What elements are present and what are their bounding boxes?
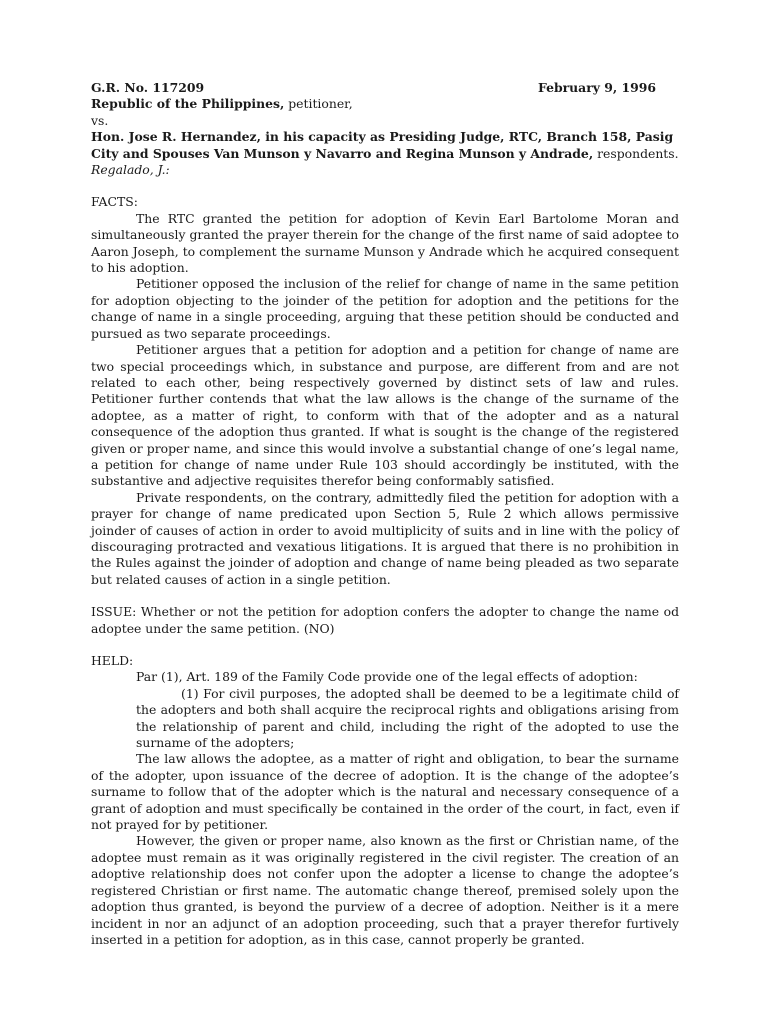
facts-paragraph: Private respondents, on the contrary, admittedly filed the petition for adoption with a prayer for change of name predicated upon Section 5, Rule 2 which allows permissive joinder of causes of action in order to avoid multiplicity of suits and in line with the policy of discouraging protracted and vexatious litigations. It is argued that there is no prohibition in the Rules against the joinder of adoption and change of name being pleaded as two separate but related causes of action in a single petition. bbox=[91, 489, 679, 587]
petitioner-role: petitioner, bbox=[284, 96, 353, 112]
facts-paragraph: The RTC granted the petition for adoption of Kevin Earl Bartolome Moran and simultaneously granted the prayer therein for the change of the first name of said adoptee to Aaron Joseph, to complement the surname Munson y Andrade which he acquired consequent to his adoption. bbox=[91, 210, 679, 276]
held-heading: HELD: bbox=[91, 653, 134, 668]
issue-statement: ISSUE: Whether or not the petition for adoption confers the adopter to change the name od adoptee under the same petition. (NO) bbox=[91, 604, 679, 636]
petitioner-name: Republic of the Philippines, bbox=[91, 96, 285, 112]
versus: vs. bbox=[91, 112, 109, 128]
petitioner-line bbox=[91, 96, 679, 112]
facts-heading: FACTS: bbox=[91, 194, 138, 210]
held-intro: Par (1), Art. 189 of the Family Code provide one of the legal effects of adoption: bbox=[136, 669, 638, 685]
gr-number: G.R. No. 117209 bbox=[91, 80, 205, 95]
held-paragraph: However, the given or proper name, also known as the first or Christian name, of the adoptee must remain as it was originally registered in the civil register. The creation of an adoptive relationship does not confer upon the adopter a license to change the adoptee’s registered Christian or first name. The automatic change thereof, premised solely upon the adoption thus granted, is beyond the purview of a decree of adoption. Neither is it a mere incident in nor an adjunct of an adoption proceeding, such that a prayer therefor furtively inserted in a petition for adoption, as in this case, cannot properly be granted. bbox=[91, 833, 679, 947]
case-header bbox=[91, 80, 679, 96]
decision-date: February 9, 1996 bbox=[537, 80, 656, 95]
facts-paragraph: Petitioner argues that a petition for adoption and a petition for change of name are two special proceedings which, in substance and purpose, are different from and are not related to each other, being respectively governed by distinct sets of law and rules. Petitioner further contends that what the law allows is the change of the surname of the adoptee, as a matter of right, to conform with that of the adopter and as a natural consequence of the adoption thus granted. If what is sought is the change of the registered given or proper name, and since this would involve a substantial change of one’s legal name, a petition for change of name under Rule 103 should accordingly be instituted, with the substantive and adjective requisites therefor being conformably satisfied. bbox=[91, 342, 679, 489]
respondents-names: Hon. Jose R. Hernandez, in his capacity as Presiding Judge, RTC, Branch 158, Pasig City and Spouses Van Munson y Navarro and Regina Munson y Andrade, bbox=[91, 129, 674, 161]
held-paragraph: The law allows the adoptee, as a matter of right and obligation, to bear the surname of the adopter, upon issuance of the decree of adoption. It is the change of the adoptee’s surname to follow that of the adopter which is the natural and necessary consequence of a grant of adoption and must specifically be contained in the order of the court, in fact, even if not prayed for by petitioner. bbox=[91, 751, 679, 833]
ponente: Regalado, J.: bbox=[91, 162, 170, 178]
art-189-quote: (1) For civil purposes, the adopted shall be deemed to be a legitimate child of the adopters and both shall acquire the reciprocal rights and obligations arising from the relationship of parent and child, including the right of the adopted to use the surname of the adopters; bbox=[136, 685, 679, 751]
facts-paragraph: Petitioner opposed the inclusion of the relief for change of name in the same petition for adoption objecting to the joinder of the petition for adoption and the petitions for the change of name in a single proceeding, arguing that these petition should be conducted and pursued as two separate proceedings. bbox=[91, 276, 679, 341]
respondents-role: respondents. bbox=[593, 145, 679, 161]
respondents-line bbox=[91, 129, 679, 162]
